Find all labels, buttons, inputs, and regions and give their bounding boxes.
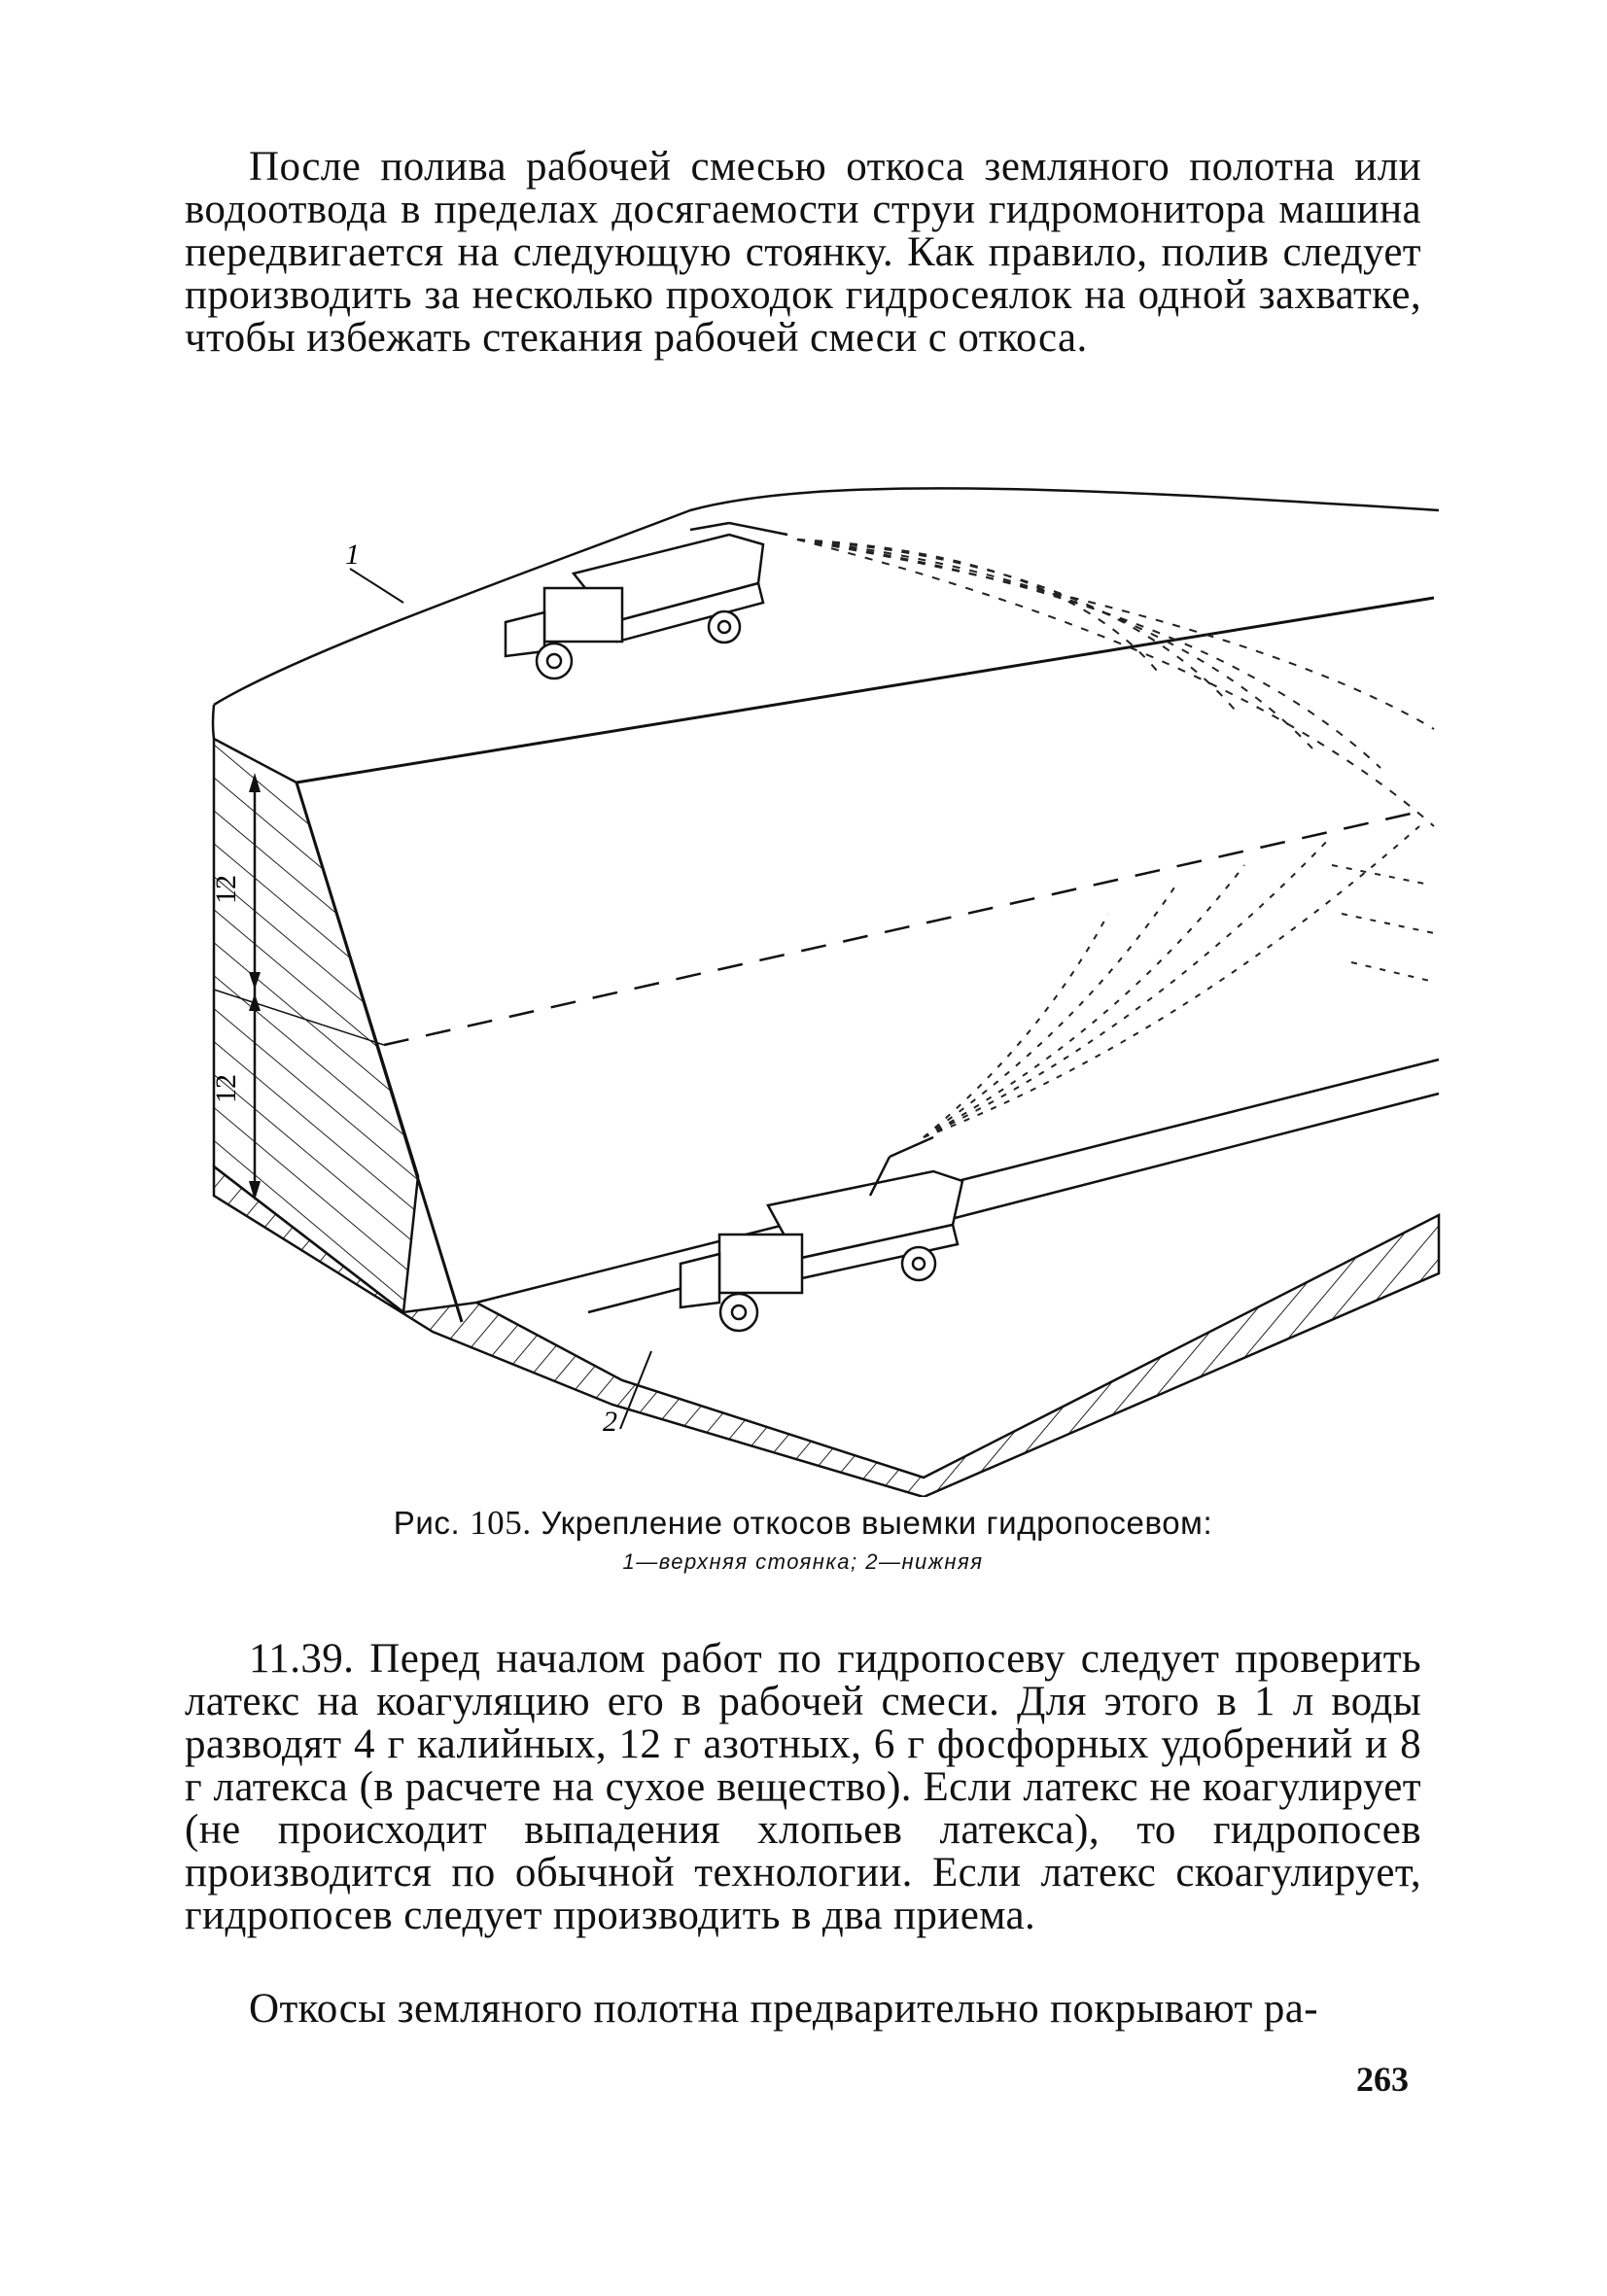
figure-caption-title [185,1504,1421,1543]
caption-prefix: Рис. [393,1505,461,1541]
paragraph-3: Откосы земляного полотна предварительно покрывают ра- [249,1986,1318,2032]
paragraph-1: После полива рабочей смесью откоса земляного полотна или водоотвода в пределах досягаемости струи гидромонитора машина передвигается на следующую стоянку. Как правило, полив следует производить за несколько проходок гидросеялок на одной захватке, чтобы избежать стекания рабочей смеси с откоса. [185,144,1421,361]
dimension-upper-label: 12 [210,875,242,904]
lower-spray [924,826,1434,1137]
figure-caption-legend: 1—верхняя стоянка; 2—нижняя [622,1549,984,1574]
lower-truck [681,1137,962,1331]
caption-number: 105. [470,1504,532,1542]
dimension-lower-label: 12 [210,1074,242,1103]
mid-slope-dashed-line [384,812,1419,1045]
ground-surface-line [214,488,1439,705]
caption-title: Укрепление откосов выемки гидропосевом: [541,1505,1213,1541]
label-1: 1 [345,539,360,571]
figure-slope-hydroseeding [185,457,1458,1497]
soil-section-left [214,739,418,1312]
slope-top-edge [297,598,1434,783]
paragraph-2: 11.39. Перед началом работ по гидропосеву следует проверить латекс на коагуляцию его в рабочей смеси. Для этого в 1 л воды разводят 4 г калийных, 12 г азотных, 6 г фосфорных удобрений и 8 г латекса (в расчете на сухое вещество). Если латекс не коагулирует (не происходит выпадения хлопьев латекса), то гидропосев производится по обычной технологии. Если латекс скоагулирует, гидропосев следует производить в два приема. [185,1636,1421,1938]
label-2: 2 [603,1406,617,1438]
upper-truck [506,523,787,678]
upper-spray [797,539,1434,826]
figure-drawing [185,457,1458,1497]
page-number: 263 [1356,2060,1409,2099]
